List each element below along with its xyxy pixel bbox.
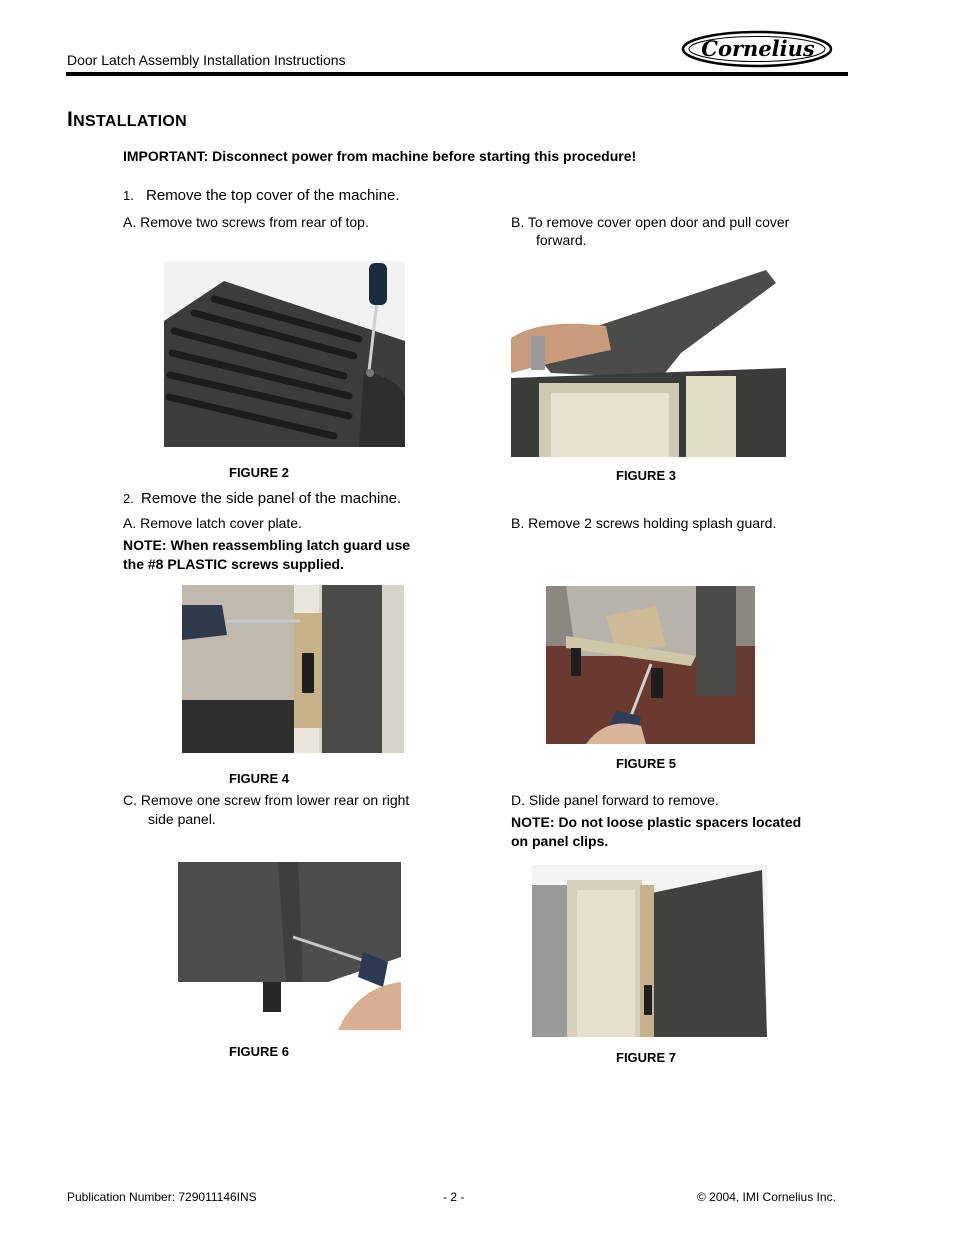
header-rule <box>66 72 848 76</box>
section-title-rest: NSTALLATION <box>73 113 187 130</box>
step-2-number: 2. <box>123 491 134 506</box>
step-2b: B. Remove 2 screws holding splash guard. <box>511 515 777 531</box>
figure-2-caption: FIGURE 2 <box>229 465 289 480</box>
figure-6-photo <box>178 862 401 1030</box>
step-2c-line2: side panel. <box>148 811 216 827</box>
figure-4-caption: FIGURE 4 <box>229 771 289 786</box>
step-2a-note-line2: the #8 PLASTIC screws supplied. <box>123 556 344 572</box>
document-title: Door Latch Assembly Installation Instructions <box>67 52 346 68</box>
figure-5-caption: FIGURE 5 <box>616 756 676 771</box>
figure-5-photo <box>546 586 755 744</box>
step-1-text: Remove the top cover of the machine. <box>146 187 400 204</box>
figure-2-photo <box>164 261 405 447</box>
step-1b-line2: forward. <box>536 232 587 248</box>
figure-7-photo <box>532 865 767 1037</box>
step-2a-note-line1: NOTE: When reassembling latch guard use <box>123 537 411 553</box>
step-2d-note-line1: NOTE: Do not loose plastic spacers located <box>511 814 802 830</box>
step-1-number: 1. <box>123 188 134 203</box>
step-1b-line1: B. To remove cover open door and pull cover <box>511 214 790 230</box>
important-warning: IMPORTANT: Disconnect power from machine before starting this procedure! <box>123 148 637 164</box>
svg-text:Cornelius: Cornelius <box>701 36 815 61</box>
step-1 <box>123 187 400 204</box>
cornelius-logo <box>680 28 835 70</box>
step-2-text: Remove the side panel of the machine. <box>141 490 402 507</box>
figure-3-caption: FIGURE 3 <box>616 468 676 483</box>
figure-3-photo <box>511 258 786 457</box>
section-title-initial: I <box>67 108 74 131</box>
page-number: - 2 - <box>443 1190 465 1204</box>
figure-7-caption: FIGURE 7 <box>616 1050 676 1065</box>
figure-4-photo <box>182 585 404 753</box>
step-2a: A. Remove latch cover plate. <box>123 515 302 531</box>
step-2d: D. Slide panel forward to remove. <box>511 792 719 808</box>
copyright: © 2004, IMI Cornelius Inc. <box>697 1190 836 1204</box>
step-2 <box>123 490 401 507</box>
section-title <box>67 108 187 132</box>
step-2c-line1: C. Remove one screw from lower rear on right <box>123 792 410 808</box>
step-2d-note-line2: on panel clips. <box>511 833 609 849</box>
step-1a: A. Remove two screws from rear of top. <box>123 214 369 230</box>
publication-number: Publication Number: 729011146INS <box>67 1190 257 1204</box>
figure-6-caption: FIGURE 6 <box>229 1044 289 1059</box>
